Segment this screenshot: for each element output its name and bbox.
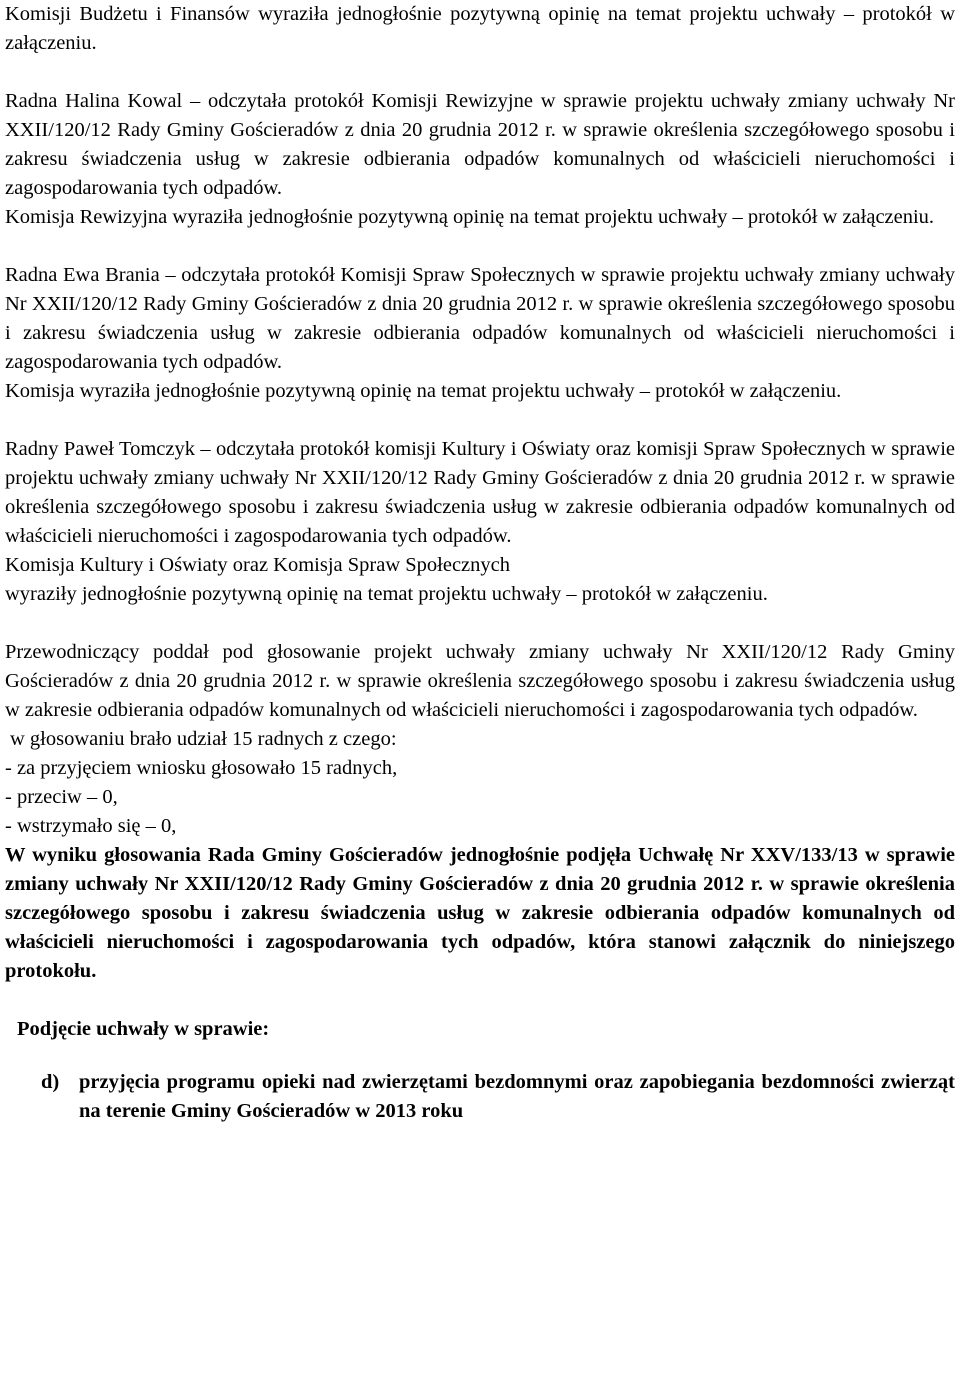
spacer xyxy=(5,232,955,261)
paragraph-culture-committee-reading: Radny Paweł Tomczyk – odczytała protokół komisji Kultury i Oświaty oraz komisji Spraw Społecznych w sprawie projektu uchwały zmiany uchwały Nr XXII/120/12 Rady Gminy Gościeradów z dnia 20 grudnia 2012 r. w sprawie określenia szczegółowego sposobu i zakresu świadczenia usług w zakresie odbierania odpadów komunalnych od właścicieli nieruchomości i zagospodarowania tych odpadów. xyxy=(5,438,955,547)
section-heading: Podjęcie uchwały w sprawie: xyxy=(17,1018,270,1040)
paragraph-audit-committee-reading: Radna Halina Kowal – odczytała protokół Komisji Rewizyjne w sprawie projektu uchwały zmiany uchwały Nr XXII/120/12 Rady Gminy Gościeradów z dnia 20 grudnia 2012 r. w sprawie określenia szczegółowego sposobu i zakresu świadczenia usług w zakresie odbierania odpadów komunalnych od właścicieli nieruchomości i zagospodarowania tych odpadów. xyxy=(5,90,955,199)
paragraph-budget-committee: Komisji Budżetu i Finansów wyraziła jednogłośnie pozytywną opinię na temat projektu uchwały – protokół w załączeniu. xyxy=(5,3,955,54)
spacer xyxy=(5,58,955,87)
list-item xyxy=(5,1068,955,1126)
paragraph-culture-committee-names: Komisja Kultury i Oświaty oraz Komisja Spraw Społecznych xyxy=(5,554,511,576)
vote-for: - za przyjęciem wniosku głosowało 15 radnych, xyxy=(5,757,398,779)
list-item-text: przyjęcia programu opieki nad zwierzętami bezdomnymi oraz zapobiegania bezdomności zwierząt na terenie Gminy Gościeradów w 2013 roku xyxy=(79,1071,955,1122)
vote-result: W wyniku głosowania Rada Gminy Gościeradów jednogłośnie podjęła Uchwałę Nr XXV/133/13 w sprawie zmiany uchwały Nr XXII/120/12 Rady Gminy Gościeradów z dnia 20 grudnia 2012 r. w sprawie określenia szczegółowego sposobu i zakresu świadczenia usług w zakresie odbierania odpadów komunalnych od właścicieli nieruchomości i zagospodarowania tych odpadów, która stanowi załącznik do niniejszego protokołu. xyxy=(5,844,955,982)
spacer xyxy=(5,1044,955,1062)
spacer xyxy=(5,986,955,1015)
spacer xyxy=(5,609,955,638)
paragraph-audit-committee-opinion: Komisja Rewizyjna wyraziła jednogłośnie pozytywną opinię na temat projektu uchwały – protokół w załączeniu. xyxy=(5,206,935,228)
paragraph-social-committee-opinion: Komisja wyraziła jednogłośnie pozytywną opinię na temat projektu uchwały – protokół w załączeniu. xyxy=(5,380,842,402)
vote-intro: w głosowaniu brało udział 15 radnych z czego: xyxy=(10,728,397,750)
paragraph-social-committee-reading: Radna Ewa Brania – odczytała protokół Komisji Spraw Społecznych w sprawie projektu uchwały zmiany uchwały Nr XXII/120/12 Rady Gminy Gościeradów z dnia 20 grudnia 2012 r. w sprawie określenia szczegółowego sposobu i zakresu świadczenia usług w zakresie odbierania odpadów komunalnych od właścicieli nieruchomości i zagospodarowania tych odpadów. xyxy=(5,264,955,373)
paragraph-culture-committee-opinion: wyraziły jednogłośnie pozytywną opinię na temat projektu uchwały – protokół w załączeniu. xyxy=(5,583,768,605)
vote-abstain: - wstrzymało się – 0, xyxy=(5,815,177,837)
vote-against: - przeciw – 0, xyxy=(5,786,118,808)
list-item-marker: d) xyxy=(41,1071,60,1093)
paragraph-chairman-vote: Przewodniczący poddał pod głosowanie projekt uchwały zmiany uchwały Nr XXII/120/12 Rady Gminy Gościeradów z dnia 20 grudnia 2012 r. w sprawie określenia szczegółowego sposobu i zakresu świadczenia usług w zakresie odbierania odpadów komunalnych od właścicieli nieruchomości i zagospodarowania tych odpadów. xyxy=(5,641,955,721)
spacer xyxy=(5,406,955,435)
document-page xyxy=(5,0,955,1126)
